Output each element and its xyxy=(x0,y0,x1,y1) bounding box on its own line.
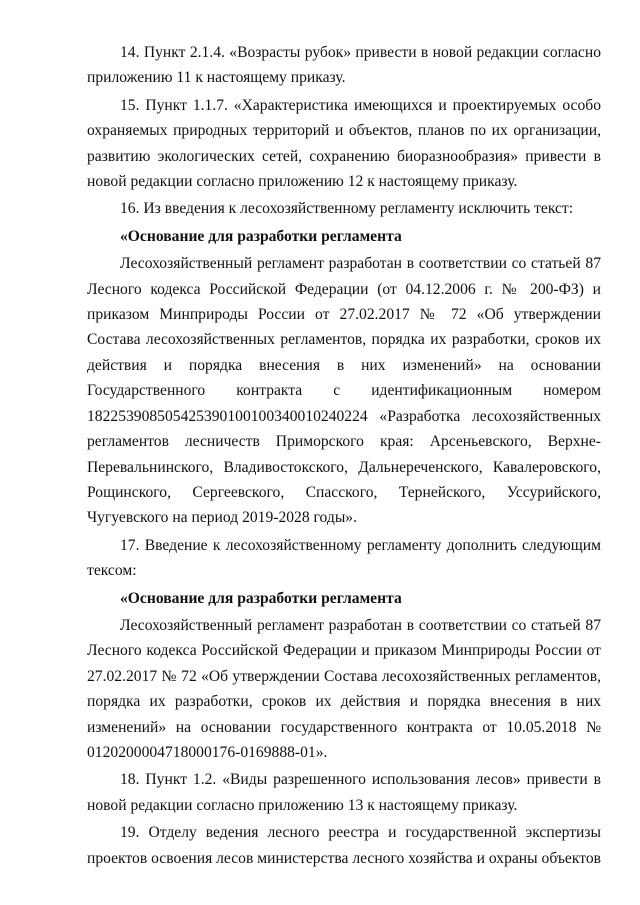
paragraph-item-19: 19. Отделу ведения лесного реестра и государственной экспертизы проектов освоения лесов министерства лесного хозяйства и охраны объектов xyxy=(87,824,601,867)
paragraph-item-17: 17. Введение к лесохозяйственному регламенту дополнить следующим тексом: xyxy=(87,536,601,580)
paragraph-item-18: 18. Пункт 1.2. «Виды разрешенного использования лесов» привести в новой редакции согласно приложению 13 к настоящему приказу. xyxy=(87,771,601,814)
section-heading-basis-2: «Основание для разработки регламента xyxy=(120,589,402,607)
paragraph-item-16: 16. Из введения к лесохозяйственному регламенту исключить текст: xyxy=(120,200,574,218)
section-heading-basis-1: «Основание для разработки регламента xyxy=(120,227,402,245)
paragraph-item-15: 15. Пункт 1.1.7. «Характеристика имеющихся и проектируемых особо охраняемых природных территорий и объектов, планов по их организации, развитию экологических сетей, сохранению биоразнообразия» привести в новой редакции согласно приложению 12 к настоящему приказу. xyxy=(87,96,601,191)
quoted-paragraph-added: Лесохозяйственный регламент разработан в соответствии со статьей 87 Лесного кодекса Российской Федерации и приказом Минприроды России от 27.02.2017 № 72 «Об утверждении Состава лесохозяйственных регламентов, порядка их разработки, сроков их действия и порядка внесения в них изменений» на основании государственного контракта от 10.05.2018 № 0120200004718000176-0169888-01». xyxy=(87,616,601,761)
quoted-paragraph-removed: Лесохозяйственный регламент разработан в соответствии со статьей 87 Лесного кодекса Российской Федерации (от 04.12.2006 г. № 200-ФЗ) и приказом Минприроды России от 27.02.2017 № 72 «Об утверждении Состава лесохозяйственных регламентов, порядка их разработки, сроков их действия и порядка внесения в них изменений» на основании Государственного контракта с идентификационным номером 182253908505425390100100340010240224 «Разработка лесохозяйственных регламентов лесничеств Приморского края: Арсеньевского, Верхне-Перевальнинского, Владивостокского, Дальнереченского, Кавалеровского, Рощинского, Сергеевского, Спасского, Тернейского, Уссурийского, Чугуевского на период 2019-2028 годы». xyxy=(87,255,601,527)
paragraph-item-14: 14. Пункт 2.1.4. «Возрасты рубок» привести в новой редакции согласно приложению 11 к настоящему приказу. xyxy=(87,44,601,87)
